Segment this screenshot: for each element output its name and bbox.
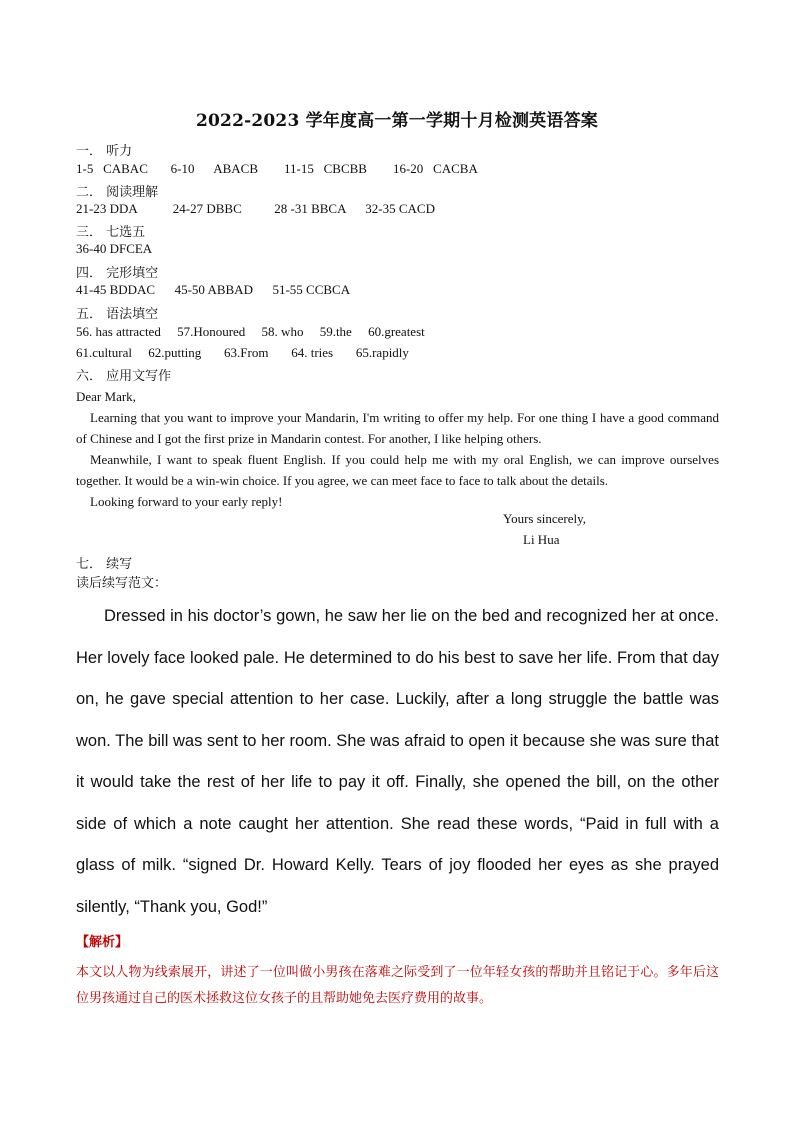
letter-paragraph: Looking forward to your early reply! <box>90 494 283 509</box>
essay-paragraph: Dressed in his doctor’s gown, he saw her lie on the bed and recognized her at once. Her lovely face looked pale. He determined to do his best to save her life. From that day on, he gave special attention to her case. Luckily, after a long struggle the battle was won. The bill was sent to her room. She was afraid to open it because she was sure that it would take the rest of her life to pay it off. Finally, she opened the bill, on the other side of which a note caught her attention. She read these words, “Paid in full with a glass of milk. “signed Dr. Howard Kelly. Tears of joy flooded her eyes as she prayed silently, “Thank you, God!” <box>76 607 719 916</box>
continuation-essay <box>76 596 719 928</box>
letter-paragraph: Meanwhile, I want to speak fluent English. If you could help me with my oral English, we can improve ourselves together. It would be a win-win choice. If you agree, we can meet face to face to talk about the details. <box>76 452 719 488</box>
section-continuation-heading: 七． 续写 <box>76 557 133 572</box>
section-grammar-answers-2: 61.cultural 62.putting 63.From 64. tries 65.rapidly <box>76 345 409 360</box>
section-listening-answers: 1-5 CABAC 6-10 ABACB 11-15 CBCBB 16-20 CACBA <box>76 161 478 176</box>
analysis-text: 本文以人物为线索展开，讲述了一位叫做小男孩在落难之际受到了一位年轻女孩的帮助并且铭记于心。多年后这位男孩通过自己的医术拯救这位女孩子的且帮助她免去医疗费用的故事。 <box>76 965 719 1006</box>
analysis-label: 【解析】 <box>76 935 129 950</box>
section-cloze-heading: 四． 完形填空 <box>76 266 159 281</box>
section-grammar-answers-1: 56. has attracted 57.Honoured 58. who 59.the 60.greatest <box>76 324 425 339</box>
letter-signature: Li Hua <box>523 532 560 547</box>
section-reading-answers: 21-23 DDA 24-27 DBBC 28 -31 BBCA 32-35 CACD <box>76 201 435 216</box>
page-title: 2022-2023 学年度高一第一学期十月检测英语答案 <box>195 111 598 131</box>
sample-letter <box>76 386 719 512</box>
section-cloze-answers: 41-45 BDDAC 45-50 ABBAD 51-55 CCBCA <box>76 282 351 297</box>
section-reading-heading: 二． 阅读理解 <box>76 185 159 200</box>
letter-closing: Yours sincerely, <box>503 511 587 526</box>
section-continuation-subheading: 读后续写范文： <box>76 576 168 591</box>
section-grammar-heading: 五． 语法填空 <box>76 307 159 322</box>
section-seven-choose-five-heading: 三． 七选五 <box>76 225 146 240</box>
section-listening-heading: 一． 听力 <box>76 144 133 159</box>
letter-greeting: Dear Mark, <box>76 389 136 404</box>
section-seven-choose-five-answers: 36-40 DFCEA <box>76 241 153 256</box>
section-writing-heading: 六． 应用文写作 <box>76 369 172 384</box>
letter-paragraph: Learning that you want to improve your Mandarin, I'm writing to offer my help. For one thing I have a good command of Chinese and I got the first prize in Mandarin contest. For another, I like helping others. <box>76 410 719 446</box>
